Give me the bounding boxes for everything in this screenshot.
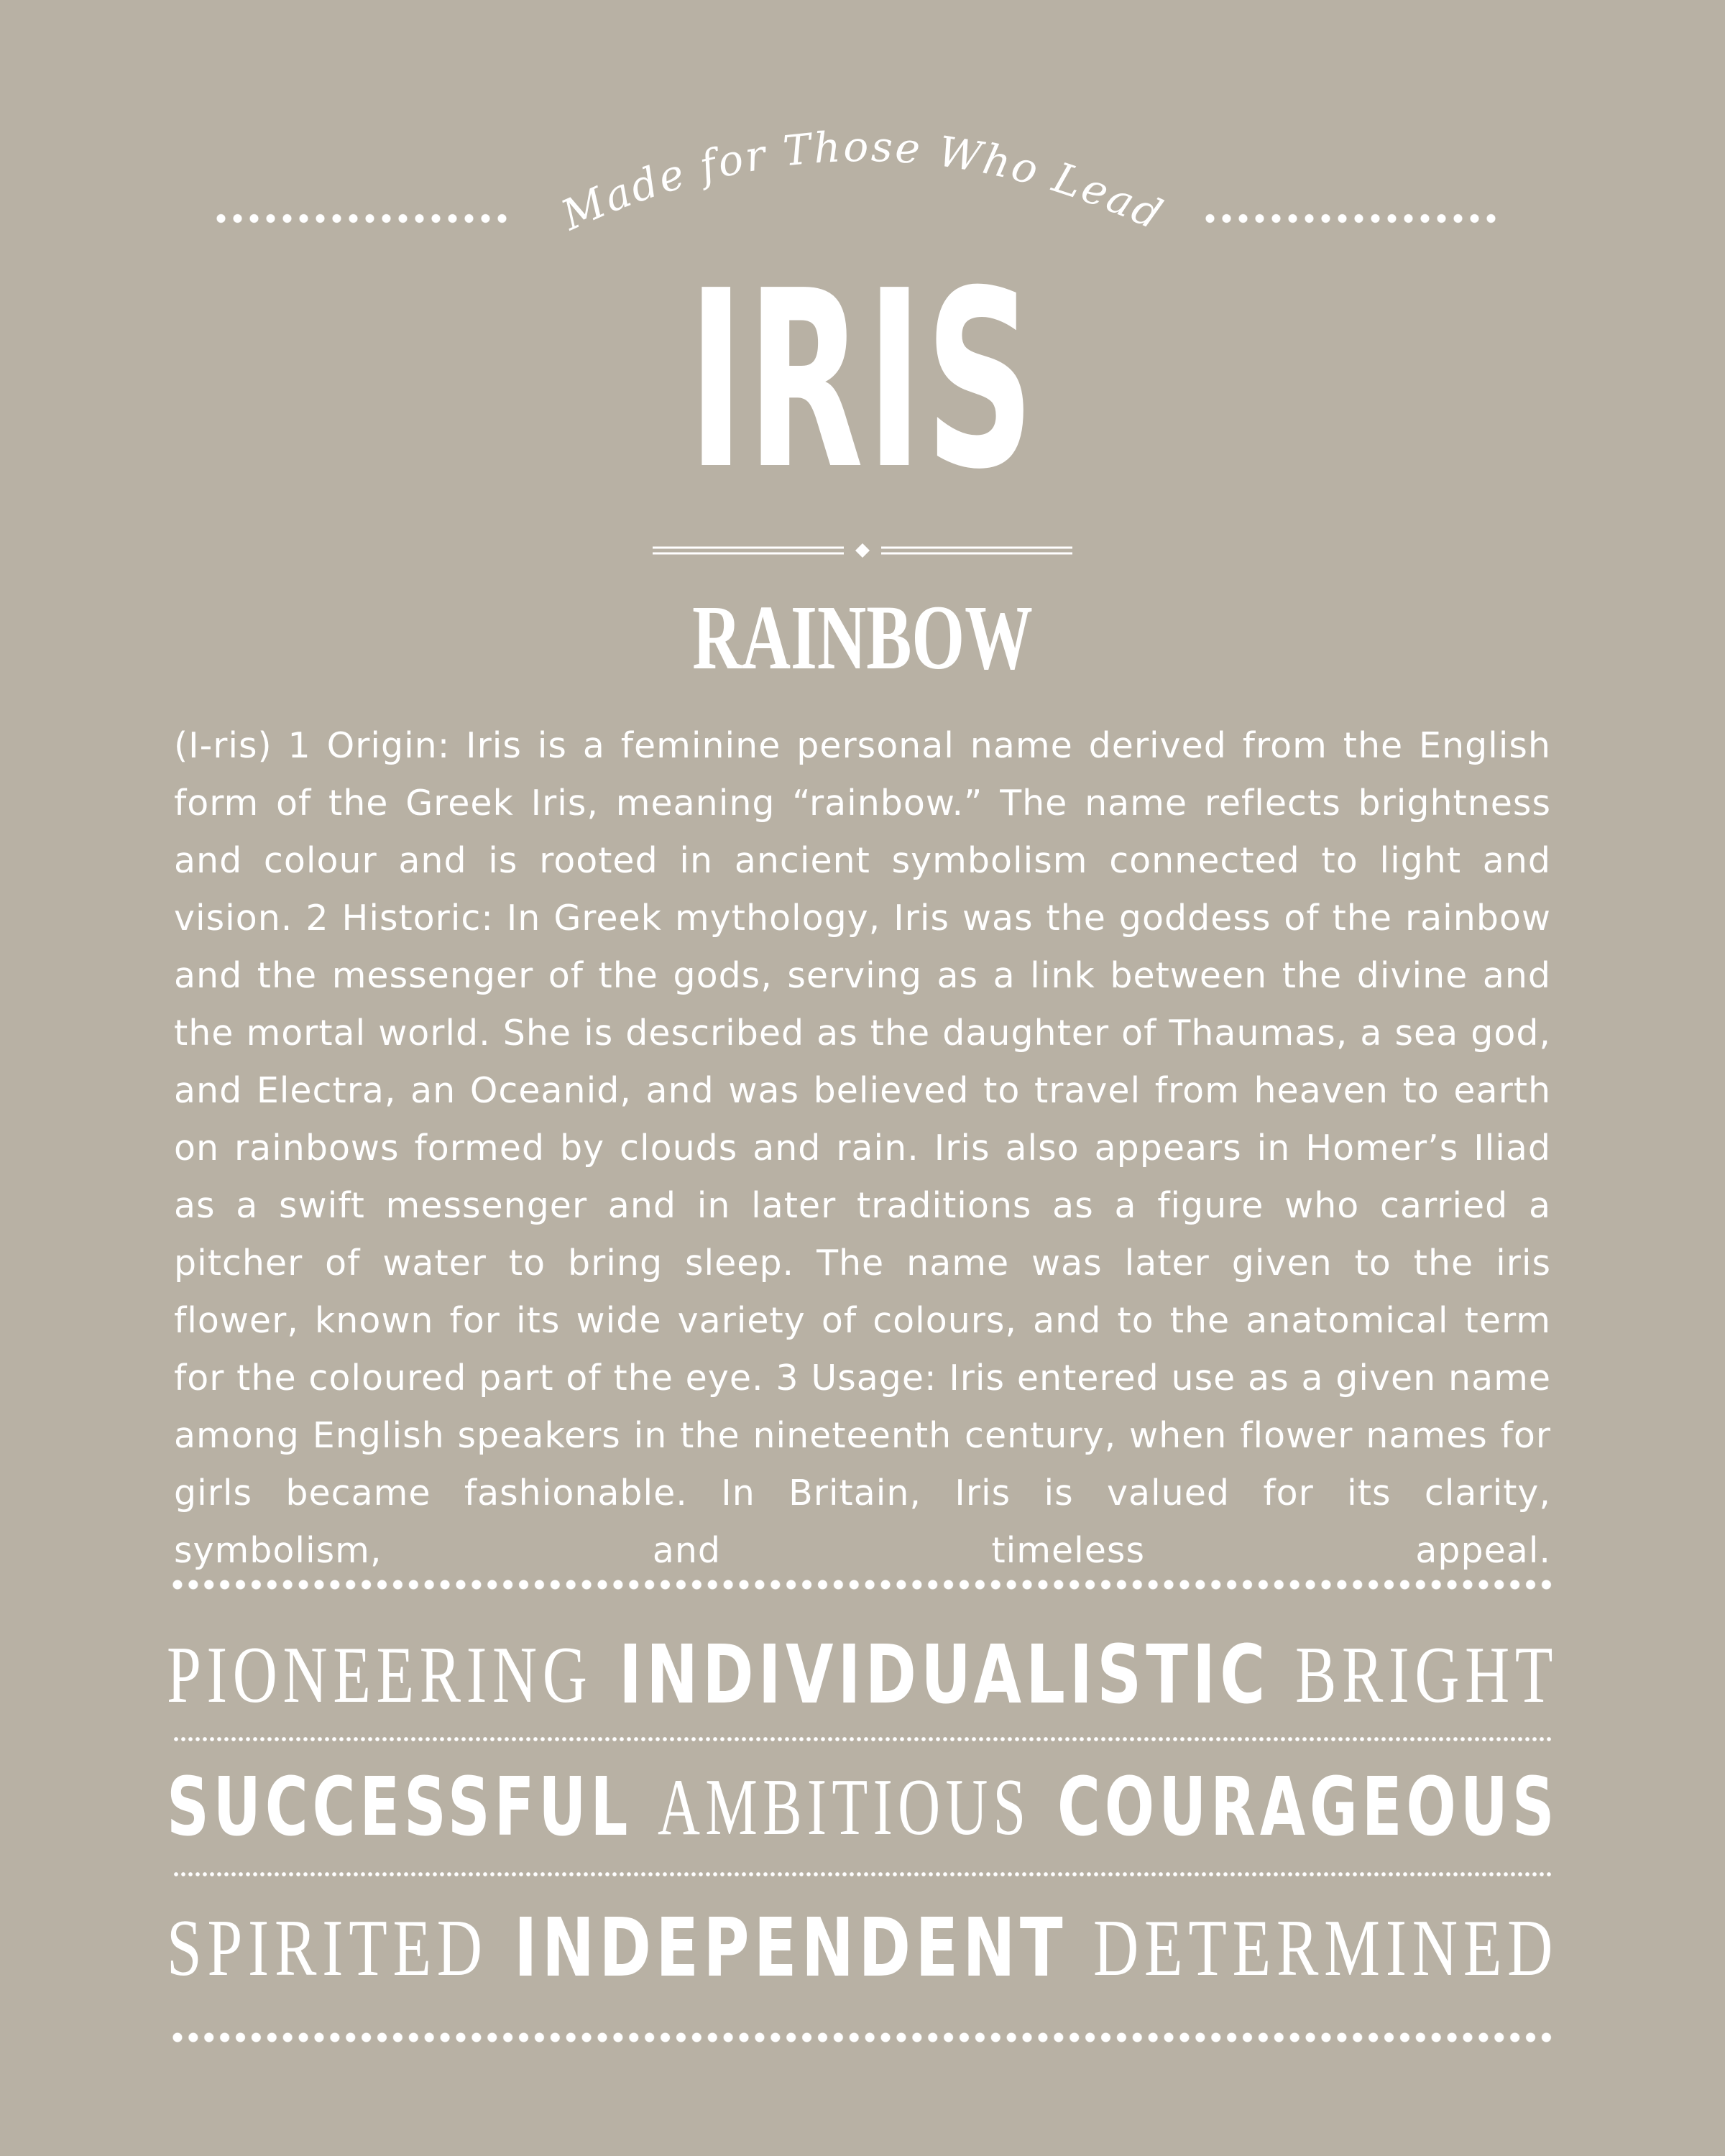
- trait-word: DETERMINED: [1092, 1904, 1559, 1993]
- trait-word: SUCCESSFUL: [167, 1761, 632, 1854]
- ornament-divider: [647, 536, 1078, 565]
- name-title: IRIS: [688, 239, 1037, 523]
- tagline-arc: [0, 0, 1725, 273]
- trait-word: PIONEERING: [167, 1631, 593, 1720]
- trait-word: AMBITIOUS: [658, 1763, 1031, 1852]
- trait-separator-2: [172, 1871, 1552, 1877]
- trait-word: COURAGEOUS: [1057, 1761, 1559, 1854]
- svg-text:Made for Those Who Lead: [553, 122, 1171, 240]
- trait-word: INDIVIDUALISTIC: [618, 1628, 1269, 1722]
- trait-row-2: [167, 1761, 1558, 1854]
- trait-separator-1: [172, 1736, 1552, 1742]
- name-description: (I-ris) 1 Origin: Iris is a feminine personal name derived from the English form of the Greek Iris, meaning “rainbow.” The name reflects brightness and colour and is rooted in ancient symbolism connected to light and vision. 2 Historic: In Greek mythology, Iris was the goddess of the rainbow and the messenger of the gods, serving as a link between the divine and the mortal world. She is described as the daughter of Thaumas, a sea god, and Electra, an Oceanid, and was believed to travel from heaven to earth on rainbows formed by clouds and rain. Iris also appears in Homer’s Iliad as a swift messenger and in later traditions as a figure who carried a pitcher of water to bring sleep. The name was later given to the iris flower, known for its wide variety of colours, and to the anatomical term for the coloured part of the eye. 3 Usage: Iris entered use as a given name among English speakers in the nineteenth century, when flower names for girls became fashionable. In Britain, Iris is valued for its clarity, symbolism, and timeless appeal.: [174, 725, 1551, 1571]
- traits-bottom-dotted-rule: [170, 2031, 1557, 2044]
- name-meaning: RAINBOW: [692, 586, 1033, 688]
- trait-word: BRIGHT: [1294, 1631, 1558, 1720]
- diamond-icon: [855, 543, 870, 558]
- trait-row-1: [167, 1628, 1558, 1722]
- trait-word: SPIRITED: [167, 1904, 488, 1993]
- tagline-text: Made for Those Who Lead: [554, 121, 1172, 240]
- trait-word: INDEPENDENT: [513, 1902, 1067, 1995]
- trait-row-3: [167, 1902, 1558, 1995]
- traits-top-dotted-rule: [170, 1578, 1557, 1591]
